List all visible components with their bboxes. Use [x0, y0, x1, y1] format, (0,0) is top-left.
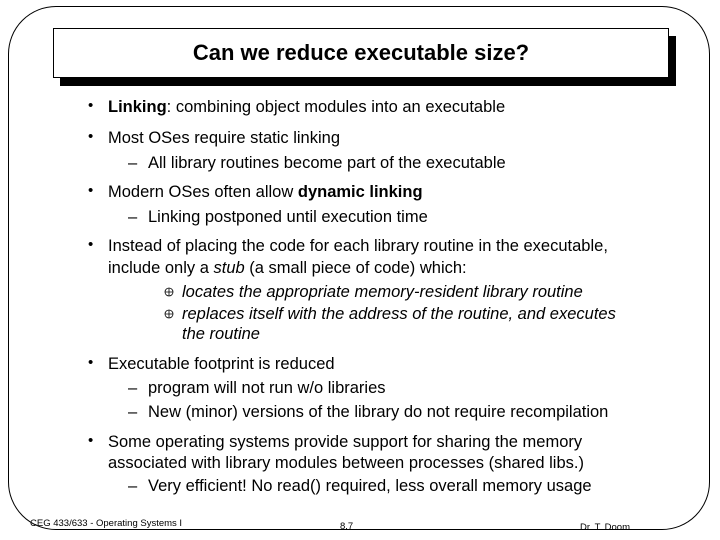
- bullet-4-line-1: Instead of placing the code for each library routine in the executable,: [108, 237, 608, 255]
- bullet-4-subsub-2-cont: the routine: [182, 325, 260, 343]
- bullet-4-subsub-1: locates the appropriate memory-resident library routine: [182, 283, 583, 301]
- dash-marker: –: [128, 379, 138, 397]
- bullet-3-text: [108, 182, 423, 202]
- dash-marker: –: [128, 403, 138, 421]
- bullet-4-prefix: include only a: [108, 259, 214, 277]
- bullet-6-sub-1: Very efficient! No read() required, less overall memory usage: [148, 477, 592, 495]
- bullet-1-text: [108, 97, 505, 117]
- term-stub: stub: [213, 259, 245, 277]
- bullet-marker: •: [88, 432, 94, 449]
- bullet-4-suffix: (a small piece of code) which:: [244, 259, 467, 277]
- cross-star-icon: [164, 309, 174, 319]
- bullet-marker: •: [88, 236, 94, 253]
- bullet-5-sub-1: program will not run w/o libraries: [148, 379, 386, 397]
- term-linking: Linking: [108, 98, 167, 116]
- dash-marker: –: [128, 154, 138, 172]
- footer-course: CEG 433/633 - Operating Systems I: [30, 518, 183, 529]
- bullet-6-line-1: Some operating systems provide support for sharing the memory: [108, 433, 583, 451]
- bullet-marker: •: [88, 182, 94, 199]
- dash-marker: –: [128, 477, 138, 495]
- bullet-5-sub-2: New (minor) versions of the library do not require recompilation: [148, 403, 609, 421]
- bullet-marker: •: [88, 354, 94, 371]
- footer-page-number: 8.7: [340, 521, 354, 532]
- bullet-2-text: Most OSes require static linking: [108, 129, 341, 147]
- bullet-3-sub-1: Linking postponed until execution time: [148, 208, 428, 226]
- bullet-4-subsub-2: replaces itself with the address of the routine, and executes: [182, 305, 616, 323]
- slide-title: Can we reduce executable size?: [192, 40, 530, 65]
- footer-author: Dr. T. Doom: [580, 522, 630, 533]
- bullet-1-rest: : combining object modules into an executable: [166, 98, 506, 116]
- bullet-6-line-2: associated with library modules between processes (shared libs.): [108, 454, 584, 472]
- bullet-3-prefix: Modern OSes often allow: [108, 183, 298, 201]
- dash-marker: –: [128, 208, 138, 226]
- bullet-4-line-2: [108, 258, 467, 278]
- term-dynamic-linking: dynamic linking: [297, 183, 423, 201]
- cross-star-icon: [164, 287, 174, 297]
- bullet-5-text: Executable footprint is reduced: [108, 355, 335, 373]
- bullet-marker: •: [88, 128, 94, 145]
- bullet-2-sub-1: All library routines become part of the executable: [148, 154, 506, 172]
- bullet-marker: •: [88, 97, 94, 114]
